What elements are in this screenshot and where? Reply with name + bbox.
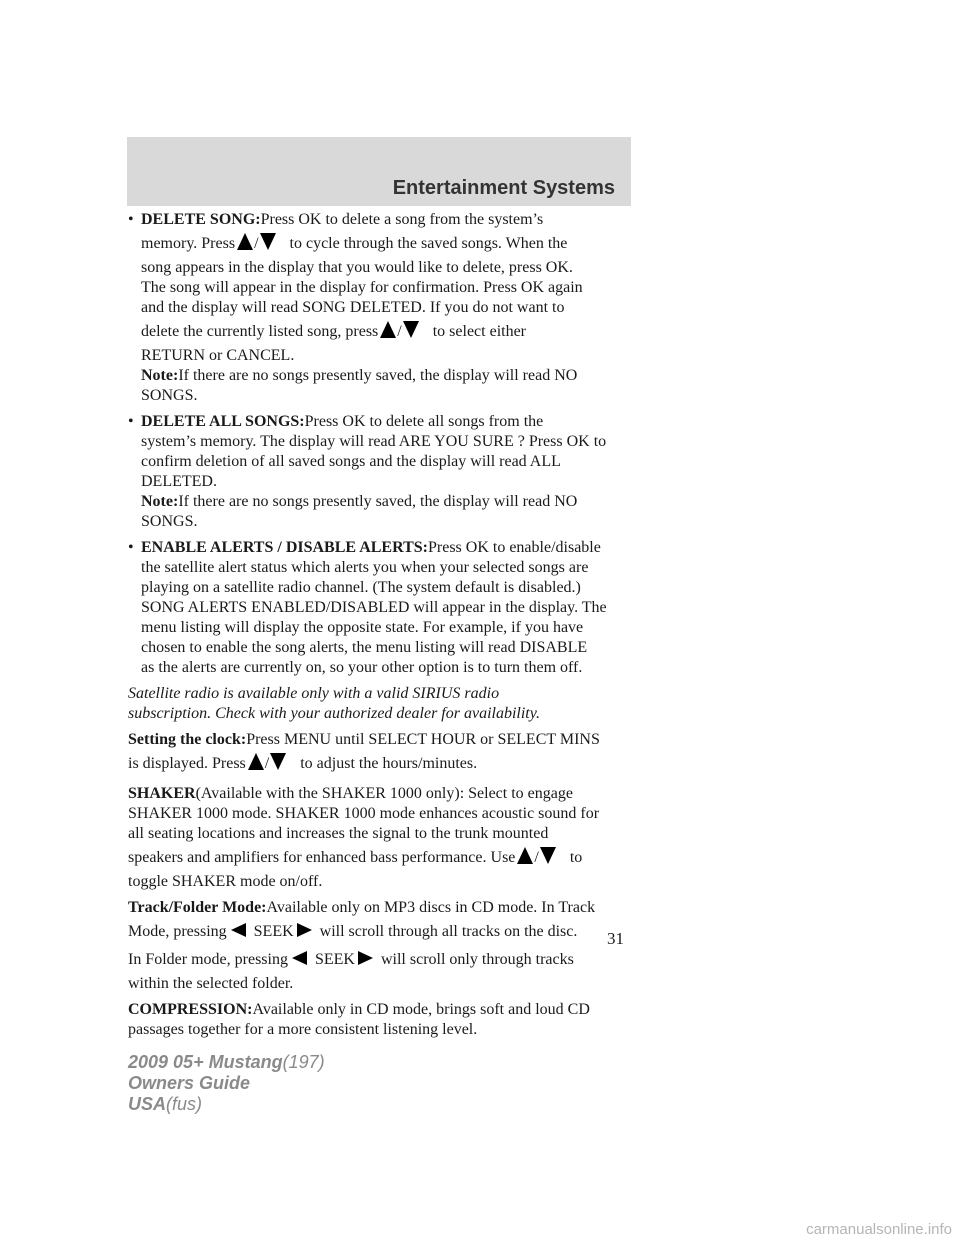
triangle-down-icon bbox=[260, 233, 276, 250]
triangle-up-icon bbox=[248, 753, 264, 770]
shaker-label: SHAKER bbox=[128, 785, 196, 802]
triangle-down-icon bbox=[540, 847, 556, 864]
triangle-right-icon bbox=[358, 951, 373, 965]
alerts-label: ENABLE ALERTS / DISABLE ALERTS: bbox=[141, 539, 428, 556]
page-number: 31 bbox=[607, 929, 624, 948]
section-header bbox=[127, 137, 631, 206]
triangle-up-icon bbox=[237, 233, 253, 250]
compression-paragraph: COMPRESSION:Available only in CD mode, brings soft and loud CD passages together for a more consistent listening level. bbox=[128, 1001, 590, 1038]
section-title: Entertainment Systems bbox=[392, 177, 615, 199]
bullet-delete-song: • DELETE SONG:Press OK to delete a song from the system’s memory. Press / to cycle through the saved songs. When the song appears in the display that you would like to delete, press OK. The song will appear in the display for confirmation. Press OK again and the display will read SONG DELETED. If you do not want to delete the currently listed song, press / to select either RETURN or CANCEL. Note:If there are no songs presently saved, the display will read NO SONGS. bbox=[128, 211, 583, 404]
document-footer: 2009 05+ Mustang(197) Owners Guide USA(fus) bbox=[128, 1052, 325, 1114]
triangle-left-icon bbox=[292, 951, 307, 965]
triangle-down-icon bbox=[403, 321, 419, 338]
track-folder-label: Track/Folder Mode: bbox=[128, 899, 267, 916]
triangle-left-icon bbox=[231, 923, 246, 937]
triangle-up-icon bbox=[517, 847, 533, 864]
note-label: Note: bbox=[141, 493, 179, 510]
delete-all-label: DELETE ALL SONGS: bbox=[141, 413, 305, 430]
bullet-alerts: • ENABLE ALERTS / DISABLE ALERTS:Press OK to enable/disable the satellite alert status which alerts you when your selected songs are playing on a satellite radio channel. (The system default is disabled.) SONG ALERTS ENABLED/DISABLED will appear in the display. The menu listing will display the opposite state. For example, if you have chosen to enable the song alerts, the menu listing will read DISABLE as the alerts are currently on, so your other option is to turn them off. bbox=[128, 539, 607, 676]
bullet-dot: • bbox=[128, 211, 134, 228]
delete-song-label: DELETE SONG: bbox=[141, 211, 261, 228]
clock-label: Setting the clock: bbox=[128, 731, 247, 748]
clock-paragraph: Setting the clock:Press MENU until SELECT HOUR or SELECT MINS is displayed. Press / to adjust the hours/minutes. bbox=[128, 731, 600, 772]
note-label: Note: bbox=[141, 367, 179, 384]
compression-label: COMPRESSION: bbox=[128, 1001, 253, 1018]
triangle-right-icon bbox=[297, 923, 312, 937]
body-text bbox=[128, 210, 648, 1046]
bullet-dot: • bbox=[128, 413, 134, 430]
bullet-delete-all-songs: • DELETE ALL SONGS:Press OK to delete all songs from the system’s memory. The display will read ARE YOU SURE ? Press OK to confirm deletion of all saved songs and the display will read ALL DELETED. Note:If there are no songs presently saved, the display will read NO SONGS. bbox=[128, 413, 607, 530]
shaker-paragraph: SHAKER(Available with the SHAKER 1000 only): Select to engage SHAKER 1000 mode. SHAKER 1000 mode enhances acoustic sound for all seating locations and increases the signal to the trunk mounted speakers and amplifiers for enhanced bass performance. Use / to toggle SHAKER mode on/off. bbox=[128, 785, 600, 890]
bullet-dot: • bbox=[128, 539, 134, 556]
triangle-down-icon bbox=[270, 753, 286, 770]
triangle-up-icon bbox=[380, 321, 396, 338]
satellite-note: Satellite radio is available only with a valid SIRIUS radio subscription. Check with your authorized dealer for availability. bbox=[128, 685, 540, 722]
track-folder-paragraph: Track/Folder Mode:Available only on MP3 discs in CD mode. In Track Mode, pressing SEEK will scroll through all tracks on the disc. In Folder mode, pressing SEEK will scroll only through tracks within the selected folder. bbox=[128, 899, 596, 992]
watermark: carmanualsonline.info bbox=[806, 1221, 952, 1238]
